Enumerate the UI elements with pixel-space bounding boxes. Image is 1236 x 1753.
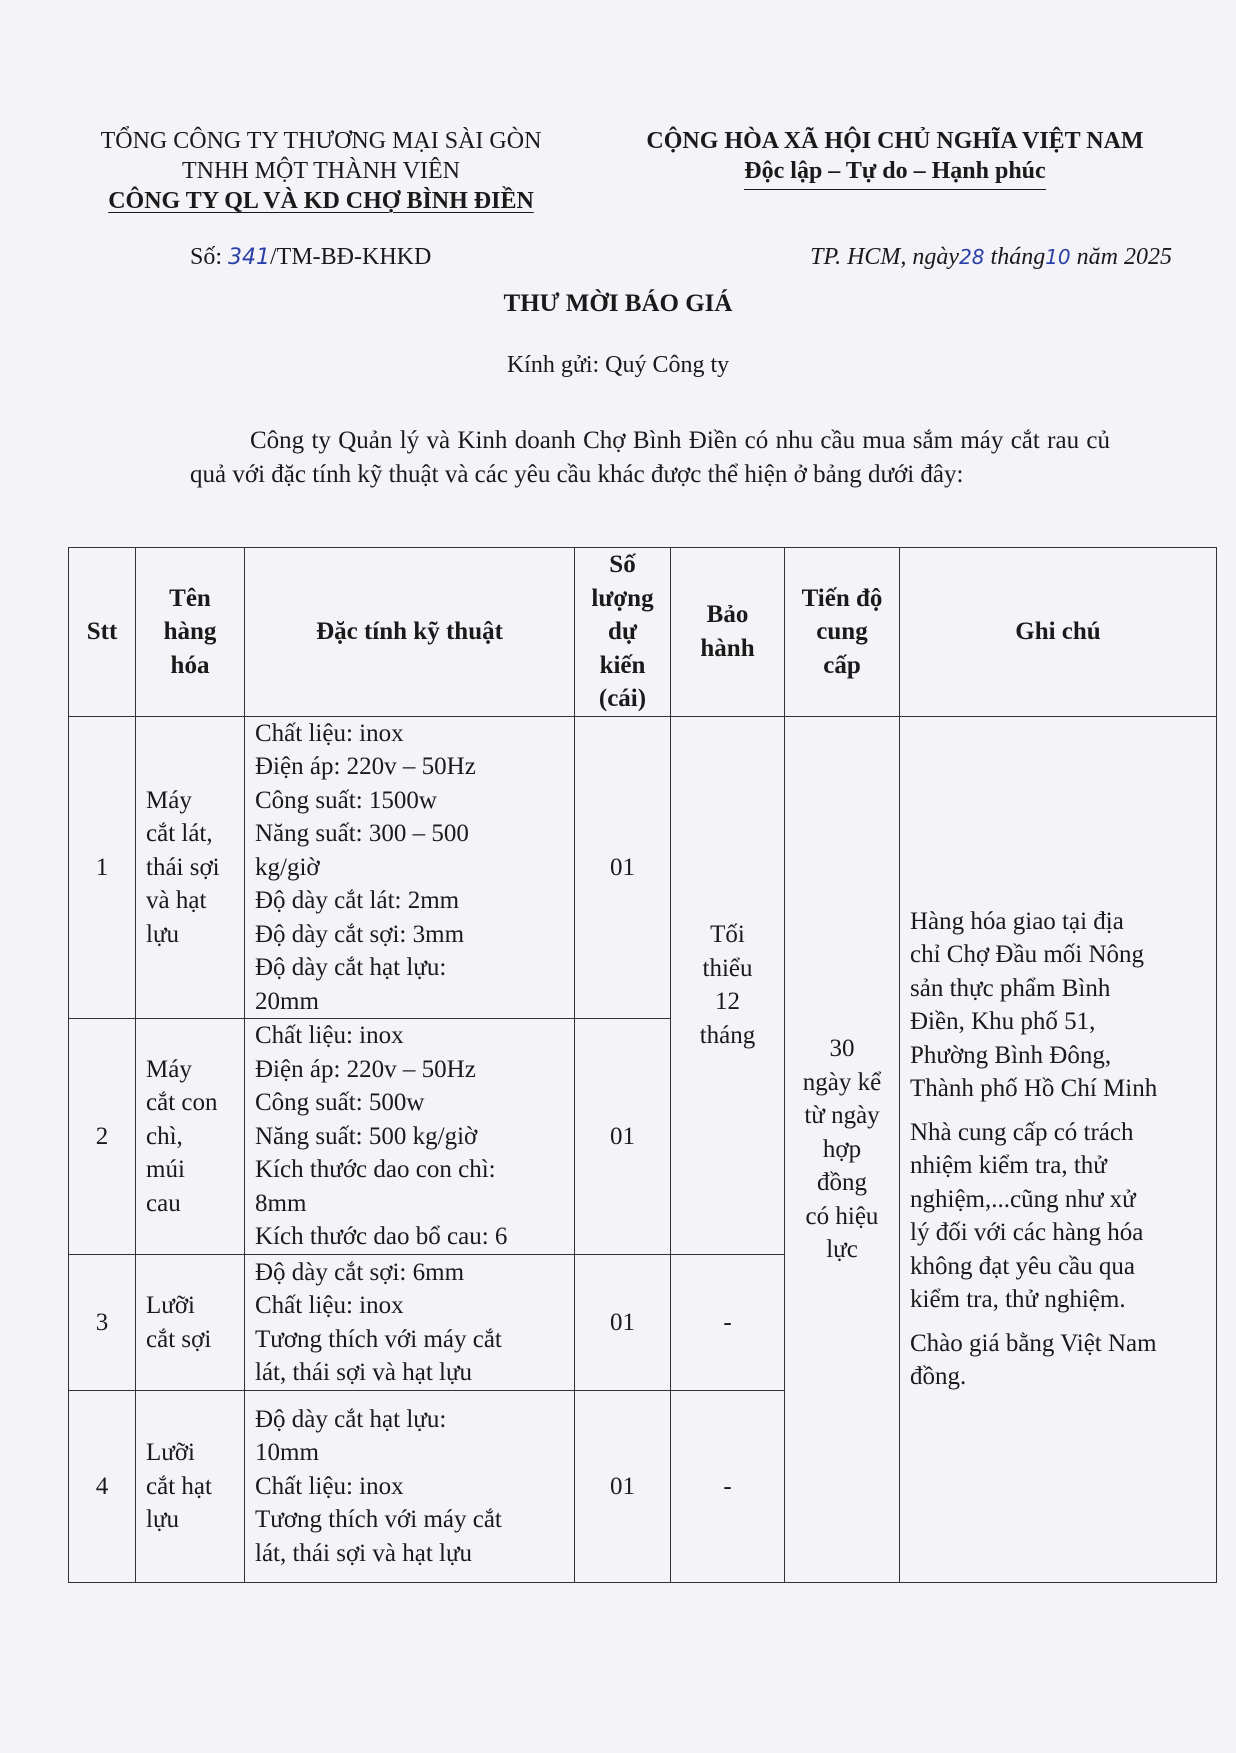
row-specification: Chất liệu: inox Điện áp: 220v – 50Hz Công suất: 1500w Năng suất: 300 – 500 kg/giờ Độ dày cắt lát: 2mm Độ dày cắt sợi: 3mm Độ dày cắt hạt lựu: 20mm <box>245 716 575 1019</box>
header-warranty: Bảo hành <box>671 548 785 717</box>
row-item-name: Máy cắt con chì, múi cau <box>136 1019 245 1255</box>
row-specification: Độ dày cắt hạt lựu: 10mm Chất liệu: inox Tương thích với máy cắt lát, thái sợi và hạt lựu <box>245 1391 575 1583</box>
note-merged-cell <box>900 716 1217 1583</box>
header-name: Tên hàng hóa <box>136 548 245 717</box>
row-stt: 1 <box>69 716 136 1019</box>
header-note: Ghi chú <box>900 548 1217 717</box>
row-item-name: Lưỡi cắt sợi <box>136 1255 245 1391</box>
row-stt: 2 <box>69 1019 136 1255</box>
issuer-line-2: TNHH MỘT THÀNH VIÊN <box>182 158 460 184</box>
handwritten-month: 10 <box>1045 245 1071 269</box>
document-number: Số: 341/TM-BĐ-KHKD <box>190 244 432 270</box>
handwritten-number: 341 <box>228 245 271 270</box>
row-specification: Chất liệu: inox Điện áp: 220v – 50Hz Công suất: 500w Năng suất: 500 kg/giờ Kích thước dao con chì: 8mm Kích thước dao bổ cau: 6 <box>245 1019 575 1255</box>
table-row <box>69 716 1217 1019</box>
document-date: TP. HCM, ngày28 tháng10 năm 2025 <box>810 244 1172 270</box>
row-quantity: 01 <box>575 716 671 1019</box>
national-name: CỘNG HÒA XÃ HỘI CHỦ NGHĨA VIỆT NAM <box>646 128 1144 154</box>
delivery-merged-cell: 30 ngày kể từ ngày hợp đồng có hiệu lực <box>785 716 900 1583</box>
intro-paragraph: Công ty Quản lý và Kinh doanh Chợ Bình Điền có nhu cầu mua sắm máy cắt rau củ quả với đặc tính kỹ thuật và các yêu cầu khác được thể hiện ở bảng dưới đây: <box>190 427 1110 488</box>
table-header-row <box>69 548 1217 717</box>
row-warranty: - <box>671 1391 785 1583</box>
note-supplier-responsibility: Nhà cung cấp có trách nhiệm kiểm tra, thử nghiệm,...cũng như xử lý đối với các hàng hóa không đạt yêu cầu qua kiểm tra, thử nghiệm. <box>910 1118 1144 1314</box>
row-stt: 4 <box>69 1391 136 1583</box>
note-currency: Chào giá bằng Việt Nam đồng. <box>910 1329 1157 1391</box>
row-stt: 3 <box>69 1255 136 1391</box>
row-item-name: Máy cắt lát, thái sợi và hạt lựu <box>136 716 245 1019</box>
handwritten-day: 28 <box>959 245 985 269</box>
row-specification: Độ dày cắt sợi: 6mm Chất liệu: inox Tương thích với máy cắt lát, thái sợi và hạt lựu <box>245 1255 575 1391</box>
issuer-line-1: TỔNG CÔNG TY THƯƠNG MẠI SÀI GÒN <box>100 128 542 154</box>
document-title: THƯ MỜI BÁO GIÁ <box>503 290 733 317</box>
national-motto: Độc lập – Tự do – Hạnh phúc <box>610 156 1180 190</box>
issuer-company: CÔNG TY QL VÀ KD CHỢ BÌNH ĐIỀN <box>108 188 534 214</box>
row-quantity: 01 <box>575 1255 671 1391</box>
national-heading <box>610 126 1180 190</box>
row-quantity: 01 <box>575 1019 671 1255</box>
row-warranty: - <box>671 1255 785 1391</box>
issuer-block <box>76 126 566 216</box>
warranty-merged-cell: Tối thiểu 12 tháng <box>671 716 785 1255</box>
row-item-name: Lưỡi cắt hạt lựu <box>136 1391 245 1583</box>
note-delivery-address: Hàng hóa giao tại địa chỉ Chợ Đầu mối Nông sản thực phẩm Bình Điền, Khu phố 51, Phường Bình Đông, Thành phố Hồ Chí Minh <box>910 907 1158 1103</box>
row-quantity: 01 <box>575 1391 671 1583</box>
quotation-table <box>68 547 1217 1583</box>
header-qty: Số lượng dự kiến (cái) <box>575 548 671 717</box>
header-delivery: Tiến độ cung cấp <box>785 548 900 717</box>
header-spec: Đặc tính kỹ thuật <box>245 548 575 717</box>
greeting: Kính gửi: Quý Công ty <box>506 352 730 378</box>
header-stt: Stt <box>69 548 136 717</box>
